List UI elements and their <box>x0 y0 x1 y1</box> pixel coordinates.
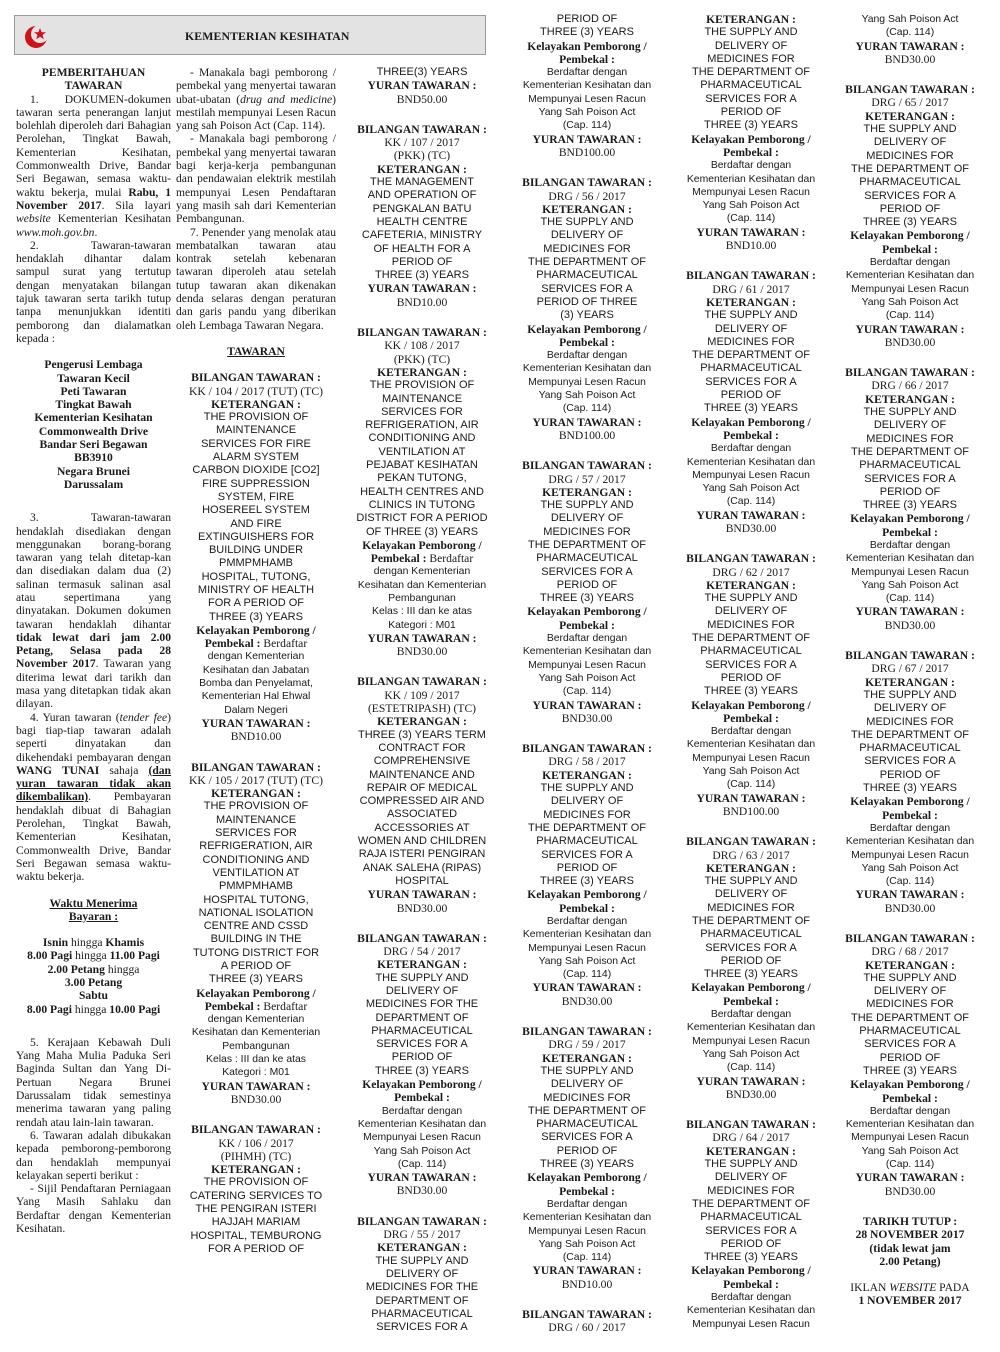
tender-entry: BILANGAN TAWARAN : DRG / 55 / 2017 KETERANGAN : THE SUPPLY AND DELIVERY OF MEDICINES FOR THE DEPARTMENT OF PHARMACEUTICAL SERVICES FOR A <box>342 1215 502 1335</box>
tender-code: DRG / 57 / 2017 <box>548 472 626 486</box>
closing-date: TARIKH TUTUP : 28 NOVEMBER 2017 (tidak lewat jam 2.00 Petang) <box>855 1214 965 1268</box>
qualification-item-1: - Sijil Pendaftaran Perniagaan Yang Masih Sahlaku dan Berdaftar dengan Kementerian Kesihatan. <box>16 1182 171 1236</box>
tender-fee: BND30.00 <box>884 901 936 915</box>
tender-entry-continued: Yang Sah Poison Act (Cap. 114) YURAN TAWARAN : BND30.00 <box>834 13 986 66</box>
tender-entry: BILANGAN TAWARAN : DRG / 65 / 2017 KETERANGAN : THE SUPPLY AND DELIVERY OF MEDICINES FOR THE DEPARTMENT OF PHARMACEUTICAL SERVICES FOR A PERIOD OF THREE (3) YEARS Kelayakan Pemborong / Pembekal : Berdaftar dengan Kementerian Kesihatan dan Mempunyai Lesen Racun Yang Sah Poison Act (Cap. 114) YURAN TAWARAN : BND30.00 <box>834 83 986 349</box>
tender-code: DRG / 62 / 2017 <box>712 565 790 579</box>
tender-entry: BILANGAN TAWARAN : DRG / 60 / 2017 <box>507 1308 667 1335</box>
crescent-star-icon <box>21 20 53 52</box>
tender-entry: BILANGAN TAWARAN : DRG / 58 / 2017 KETERANGAN : THE SUPPLY AND DELIVERY OF MEDICINES FOR THE DEPARTMENT OF PHARMACEUTICAL SERVICES FOR A PERIOD OF THREE (3) YEARS Kelayakan Pemborong / Pembekal : Berdaftar dengan Kementerian Kesihatan dan Mempunyai Lesen Racun Yang Sah Poison Act (Cap. 114) YURAN TAWARAN : BND30.00 <box>507 742 667 1008</box>
tender-code: KK / 107 / 2017 <box>384 136 460 150</box>
tender-entry-continued: PERIOD OF THREE (3) YEARS Kelayakan Pemborong / Pembekal : Berdaftar dengan Kementerian Kesihatan dan Mempunyai Lesen Racun Yang Sah Poison Act (Cap. 114) YURAN TAWARAN : BND100.00 <box>507 13 667 159</box>
tender-entry: BILANGAN TAWARAN : KK / 107 / 2017 (PKK) (TC) KETERANGAN : THE MANAGEMENT AND OPERATION OF PENGKALAN BATU HEALTH CENTRE CAFETERIA, MINISTRY OF HEALTH FOR A PERIOD OF THREE (3) YEARS YURAN TAWARAN : BND10.00 <box>342 123 502 309</box>
tender-code: KK / 106 / 2017 <box>218 1136 294 1150</box>
tender-code: DRG / 64 / 2017 <box>712 1131 790 1145</box>
tender-fee: BND30.00 <box>396 1184 448 1198</box>
tender-code: DRG / 63 / 2017 <box>712 848 790 862</box>
payment-hours: Isnin hingga Khamis 8.00 Pagi hingga 11.00 Pagi 2.00 Petang hingga 3.00 Petang Sabtu 8.00 Pagi hingga 10.00 Pagi <box>26 936 161 1016</box>
tawaran-heading: TAWARAN <box>227 344 285 358</box>
qualification-item-2: - Manakala bagi pemborong / pembekal yang menyertai tawaran ubat-ubatan (drug and medicine) mestilah mempunyai Lesen Racun yang sah Poison Act (Cap. 114). <box>176 66 337 133</box>
tender-code: DRG / 58 / 2017 <box>548 755 626 769</box>
tender-entry: BILANGAN TAWARAN : KK / 106 / 2017 (PIHMH) (TC) KETERANGAN : THE PROVISION OF CATERING SERVICES TO THE PENGIRAN ISTERI HAJJAH MARIAM HOSPITAL, TEMBURONG FOR A PERIOD OF <box>176 1123 336 1256</box>
column-4 <box>507 13 667 1352</box>
notice-paragraph-3: 3. Tawaran-tawaran hendaklah disediakan dengan menggunakan borang-borang tawaran yang telah ditetap-kan dan disediakan dalam dua (2) salinan termasuk salinan asal atau sepertimana yang dinyatakan. Dokumen dokumen tawaran hendaklah dihantar tidak lewat dari jam 2.00 Petang, Selasa pada 28 November 2017. Tawaran yang diterima lewat dari tarikh dan masa yang ditetapkan tidak akan dilayan. <box>16 511 171 711</box>
tender-fee: BND10.00 <box>561 1277 613 1291</box>
tender-code: DRG / 61 / 2017 <box>712 282 790 296</box>
tender-code: DRG / 68 / 2017 <box>871 945 949 959</box>
tender-fee: BND100.00 <box>558 428 616 442</box>
column-3 <box>342 66 502 1351</box>
submission-address: Pengerusi Lembaga Tawaran Kecil Peti Tawaran Tingkat Bawah Kementerian Kesihatan Commonwealth Drive Bandar Seri Begawan BB3910 Negara Brunei Darussalam <box>34 358 153 491</box>
tender-code: KK / 105 / 2017 (TUT) (TC) <box>189 773 323 787</box>
ministry-title: KEMENTERIAN KESIHATAN <box>185 29 350 43</box>
tender-fee: BND30.00 <box>884 618 936 632</box>
tender-fee: BND50.00 <box>396 92 448 106</box>
ministry-header <box>14 15 486 55</box>
tender-code: DRG / 56 / 2017 <box>548 189 626 203</box>
tender-fee: BND30.00 <box>884 52 936 66</box>
tender-fee: BND100.00 <box>722 804 780 818</box>
tender-entry: BILANGAN TAWARAN : KK / 109 / 2017 (ESTETRIPASH) (TC) KETERANGAN : THREE (3) YEARS TERM CONTRACT FOR COMPREHENSIVE MAINTENANCE AND REPAIR OF MEDICAL COMPRESSED AIR AND ASSOCIATED ACCESSORIES AT WOMEN AND CHILDREN RAJA ISTERI PENGIRAN ANAK SALEHA (RIPAS) HOSPITAL YURAN TAWARAN : BND30.00 <box>342 675 502 914</box>
notice-paragraph-1: 1. DOKUMEN-dokumen tawaran serta penerangan lanjut bolehlah diperoleh dari Bahagian Perolehan, Tingkat Bawah, Kementerian Kesihatan, Commonwealth Drive, Bandar Seri Begawan, semasa waktu-waktu bekerja, mulai Rabu, 1 November 2017. Sila layari website Kementerian Kesihatan www.moh.gov.bn. <box>16 92 172 239</box>
tender-code: DRG / 55 / 2017 <box>383 1228 461 1242</box>
tender-fee: BND10.00 <box>396 295 448 309</box>
tender-code: KK / 109 / 2017 <box>384 688 460 702</box>
notice-title: PEMBERITAHUAN TAWARAN <box>41 66 146 93</box>
moh-website-link[interactable]: www.moh.gov.bn <box>16 225 95 239</box>
tender-entry: BILANGAN TAWARAN : DRG / 64 / 2017 KETERANGAN : THE SUPPLY AND DELIVERY OF MEDICINES FOR THE DEPARTMENT OF PHARMACEUTICAL SERVICES FOR A PERIOD OF THREE (3) YEARS Kelayakan Pemborong / Pembekal : Berdaftar dengan Kementerian Kesihatan dan Mempunyai Lesen Racun <box>671 1118 831 1331</box>
notice-paragraph-7: 7. Penender yang menolak atau membatalkan tawaran atau kontrak setelah kebenaran tawaran diperoleh atau setelah tutup tawaran akan dikenakan denda selaras dengan peraturan dan garis pandu yang diberikan oleh Lembaga Tawaran Negara. <box>176 225 336 332</box>
tender-fee: BND10.00 <box>230 730 282 744</box>
tender-entry: BILANGAN TAWARAN : DRG / 66 / 2017 KETERANGAN : THE SUPPLY AND DELIVERY OF MEDICINES FOR THE DEPARTMENT OF PHARMACEUTICAL SERVICES FOR A PERIOD OF THREE (3) YEARS Kelayakan Pemborong / Pembekal : Berdaftar dengan Kementerian Kesihatan dan Mempunyai Lesen Racun Yang Sah Poison Act (Cap. 114) YURAN TAWARAN : BND30.00 <box>834 366 986 632</box>
tender-entry: BILANGAN TAWARAN : DRG / 54 / 2017 KETERANGAN : THE SUPPLY AND DELIVERY OF MEDICINES FOR THE DEPARTMENT OF PHARMACEUTICAL SERVICES FOR A PERIOD OF THREE (3) YEARS Kelayakan Pemborong / Pembekal : Berdaftar dengan Kementerian Kesihatan dan Mempunyai Lesen Racun Yang Sah Poison Act (Cap. 114) YURAN TAWARAN : BND30.00 <box>342 932 502 1198</box>
tender-entry: BILANGAN TAWARAN : KK / 105 / 2017 (TUT) (TC) KETERANGAN : THE PROVISION OF MAINTENANCE SERVICES FOR REFRIGERATION, AIR CONDITIONING AND VENTILATION AT PMMPMHAMB HOSPITAL TUTONG, NATIONAL ISOLATION CENTRE AND CSSD BUILDING IN THE TUTONG DISTRICT FOR A PERIOD OF THREE (3) YEARS Kelayakan Pemborong / Pembekal : Berdaftar dengan Kementerian Kesihatan dan Kementerian Pembangunan Kelas : III dan ke atas Kategori : M01 YURAN TAWARAN : BND30.00 <box>176 761 336 1107</box>
tender-entry: BILANGAN TAWARAN : DRG / 67 / 2017 KETERANGAN : THE SUPPLY AND DELIVERY OF MEDICINES FOR THE DEPARTMENT OF PHARMACEUTICAL SERVICES FOR A PERIOD OF THREE (3) YEARS Kelayakan Pemborong / Pembekal : Berdaftar dengan Kementerian Kesihatan dan Mempunyai Lesen Racun Yang Sah Poison Act (Cap. 114) YURAN TAWARAN : BND30.00 <box>834 649 986 915</box>
tender-code: DRG / 60 / 2017 <box>548 1321 626 1335</box>
tender-fee: BND30.00 <box>230 1092 282 1106</box>
tender-fee: BND100.00 <box>558 145 616 159</box>
tender-entry: BILANGAN TAWARAN : DRG / 62 / 2017 KETERANGAN : THE SUPPLY AND DELIVERY OF MEDICINES FOR THE DEPARTMENT OF PHARMACEUTICAL SERVICES FOR A PERIOD OF THREE (3) YEARS Kelayakan Pemborong / Pembekal : Berdaftar dengan Kementerian Kesihatan dan Mempunyai Lesen Racun Yang Sah Poison Act (Cap. 114) YURAN TAWARAN : BND100.00 <box>671 552 831 818</box>
tender-fee: BND30.00 <box>396 901 448 915</box>
tender-fee: BND30.00 <box>884 1184 936 1198</box>
column-1 <box>16 66 171 1235</box>
tender-code: DRG / 59 / 2017 <box>548 1038 626 1052</box>
tender-fee: BND30.00 <box>884 335 936 349</box>
tender-entry-continued: KETERANGAN : THE SUPPLY AND DELIVERY OF MEDICINES FOR THE DEPARTMENT OF PHARMACEUTICAL SERVICES FOR A PERIOD OF THREE (3) YEARS Kelayakan Pemborong / Pembekal : Berdaftar dengan Kementerian Kesihatan dan Mempunyai Lesen Racun Yang Sah Poison Act (Cap. 114) YURAN TAWARAN : BND10.00 <box>671 13 831 252</box>
tender-entry: BILANGAN TAWARAN : KK / 108 / 2017 (PKK) (TC) KETERANGAN : THE PROVISION OF MAINTENANCE SERVICES FOR REFRIGERATION, AIR CONDITIONING AND VENTILATION AT PEJABAT KESIHATAN PEKAN TUTONG, HEALTH CENTRES AND CLINICS IN TUTONG DISTRICT FOR A PERIOD OF THREE (3) YEARS Kelayakan Pemborong / Pembekal : Berdaftar dengan Kementerian Kesihatan dan Kementerian Pembangunan Kelas : III dan ke atas Kategori : M01 YURAN TAWARAN : BND30.00 <box>342 326 502 658</box>
column-5 <box>671 13 831 1348</box>
tender-code: DRG / 66 / 2017 <box>871 379 949 393</box>
notice-paragraph-6: 6. Tawaran adalah dibukakan kepada pemborong-pemborong dan hendaklah mempunyai kelayakan seperti berikut : <box>16 1128 171 1182</box>
qualification-item-3: - Manakala bagi pemborong / pembekal yang menyertai tawaran bagi kerja-kerja pembangunan dan pendawaian elektrik mestilah mempunyai Lesen Pendaftaran yang masih sah dari Kementerian Pembangunan. <box>176 132 336 226</box>
tender-fee: BND30.00 <box>396 645 448 659</box>
advert-note: IKLAN WEBSITE PADA 1 NOVEMBER 2017 <box>850 1281 970 1308</box>
column-2 <box>176 66 336 1273</box>
tender-fee: BND30.00 <box>725 1087 777 1101</box>
notice-paragraph-2: 2. Tawaran-tawaran hendaklah dihantar dalam sampul surat yang tertutup dengan menyatakan bilangan tajuk tawaran serta tarikh tutup tanpa menunjukkan identiti pemborong dan dialamatkan kepada : <box>16 238 171 345</box>
tender-entry: BILANGAN TAWARAN : DRG / 68 / 2017 KETERANGAN : THE SUPPLY AND DELIVERY OF MEDICINES FOR THE DEPARTMENT OF PHARMACEUTICAL SERVICES FOR A PERIOD OF THREE (3) YEARS Kelayakan Pemborong / Pembekal : Berdaftar dengan Kementerian Kesihatan dan Mempunyai Lesen Racun Yang Sah Poison Act (Cap. 114) YURAN TAWARAN : BND30.00 <box>834 932 986 1198</box>
tender-entry: BILANGAN TAWARAN : KK / 104 / 2017 (TUT) (TC) KETERANGAN : THE PROVISION OF MAINTENANCE SERVICES FOR FIRE ALARM SYSTEM CARBON DIOXIDE [CO2] FIRE SUPPRESSION SYSTEM, FIRE HOSEREEL SYSTEM AND FIRE EXTINGUISHERS FOR BUILDING UNDER PMMPMHAMB HOSPITAL, TUTONG, MINISTRY OF HEALTH FOR A PERIOD OF THREE (3) YEARS Kelayakan Pemborong / Pembekal : Berdaftar dengan Kementerian Kesihatan dan Jabatan Bomba dan Penyelamat, Kementerian Hal Ehwal Dalam Negeri YURAN TAWARAN : BND10.00 <box>176 371 336 743</box>
notice-paragraph-4: 4. Yuran tawaran (tender fee) bagi tiap-tiap tawaran adalah seperti dinyatakan dan dikehendaki pembayaran dengan WANG TUNAI sahaja (dan yuran tawaran tidak akan dikembalikan). Pembayaran hendaklah dibuat di Bahagian Perolehan, Tingkat Bawah, Kementerian Kesihatan, Commonwealth Drive, Bandar Seri Begawan semasa waktu-waktu bekerja. <box>16 710 172 884</box>
tender-entry: BILANGAN TAWARAN : DRG / 59 / 2017 KETERANGAN : THE SUPPLY AND DELIVERY OF MEDICINES FOR THE DEPARTMENT OF PHARMACEUTICAL SERVICES FOR A PERIOD OF THREE (3) YEARS Kelayakan Pemborong / Pembekal : Berdaftar dengan Kementerian Kesihatan dan Mempunyai Lesen Racun Yang Sah Poison Act (Cap. 114) YURAN TAWARAN : BND10.00 <box>507 1025 667 1291</box>
tender-entry: BILANGAN TAWARAN : DRG / 61 / 2017 KETERANGAN : THE SUPPLY AND DELIVERY OF MEDICINES FOR THE DEPARTMENT OF PHARMACEUTICAL SERVICES FOR A PERIOD OF THREE (3) YEARS Kelayakan Pemborong / Pembekal : Berdaftar dengan Kementerian Kesihatan dan Mempunyai Lesen Racun Yang Sah Poison Act (Cap. 114) YURAN TAWARAN : BND30.00 <box>671 269 831 535</box>
tender-code: DRG / 54 / 2017 <box>383 945 461 959</box>
tender-fee: BND10.00 <box>725 239 777 253</box>
tender-code: KK / 104 / 2017 (TUT) (TC) <box>189 384 323 398</box>
tender-fee: BND30.00 <box>725 521 777 535</box>
column-6 <box>834 13 986 1308</box>
tender-entry-continued: THREE(3) YEARS YURAN TAWARAN : BND50.00 <box>342 66 502 106</box>
tender-fee: BND30.00 <box>561 711 613 725</box>
tender-code: DRG / 67 / 2017 <box>871 662 949 676</box>
payment-hours-title: Waktu Menerima Bayaran : <box>49 896 138 923</box>
tender-code: KK / 108 / 2017 <box>384 339 460 353</box>
notice-paragraph-5: 5. Kerajaan Kebawah Duli Yang Maha Mulia Paduka Seri Baginda Sultan dan Yang Di-Pertuan Negara Brunei Darussalam tidak semestinya menerima tawaran yang paling rendah atau lain-lain tawaran. <box>16 1035 171 1129</box>
tender-entry: BILANGAN TAWARAN : DRG / 57 / 2017 KETERANGAN : THE SUPPLY AND DELIVERY OF MEDICINES FOR THE DEPARTMENT OF PHARMACEUTICAL SERVICES FOR A PERIOD OF THREE (3) YEARS Kelayakan Pemborong / Pembekal : Berdaftar dengan Kementerian Kesihatan dan Mempunyai Lesen Racun Yang Sah Poison Act (Cap. 114) YURAN TAWARAN : BND30.00 <box>507 459 667 725</box>
tender-fee: BND30.00 <box>561 994 613 1008</box>
tender-entry: BILANGAN TAWARAN : DRG / 63 / 2017 KETERANGAN : THE SUPPLY AND DELIVERY OF MEDICINES FOR THE DEPARTMENT OF PHARMACEUTICAL SERVICES FOR A PERIOD OF THREE (3) YEARS Kelayakan Pemborong / Pembekal : Berdaftar dengan Kementerian Kesihatan dan Mempunyai Lesen Racun Yang Sah Poison Act (Cap. 114) YURAN TAWARAN : BND30.00 <box>671 835 831 1101</box>
tender-code: DRG / 65 / 2017 <box>871 96 949 110</box>
tender-entry: BILANGAN TAWARAN : DRG / 56 / 2017 KETERANGAN : THE SUPPLY AND DELIVERY OF MEDICINES FOR THE DEPARTMENT OF PHARMACEUTICAL SERVICES FOR A PERIOD OF THREE (3) YEARS Kelayakan Pemborong / Pembekal : Berdaftar dengan Kementerian Kesihatan dan Mempunyai Lesen Racun Yang Sah Poison Act (Cap. 114) YURAN TAWARAN : BND100.00 <box>507 176 667 442</box>
